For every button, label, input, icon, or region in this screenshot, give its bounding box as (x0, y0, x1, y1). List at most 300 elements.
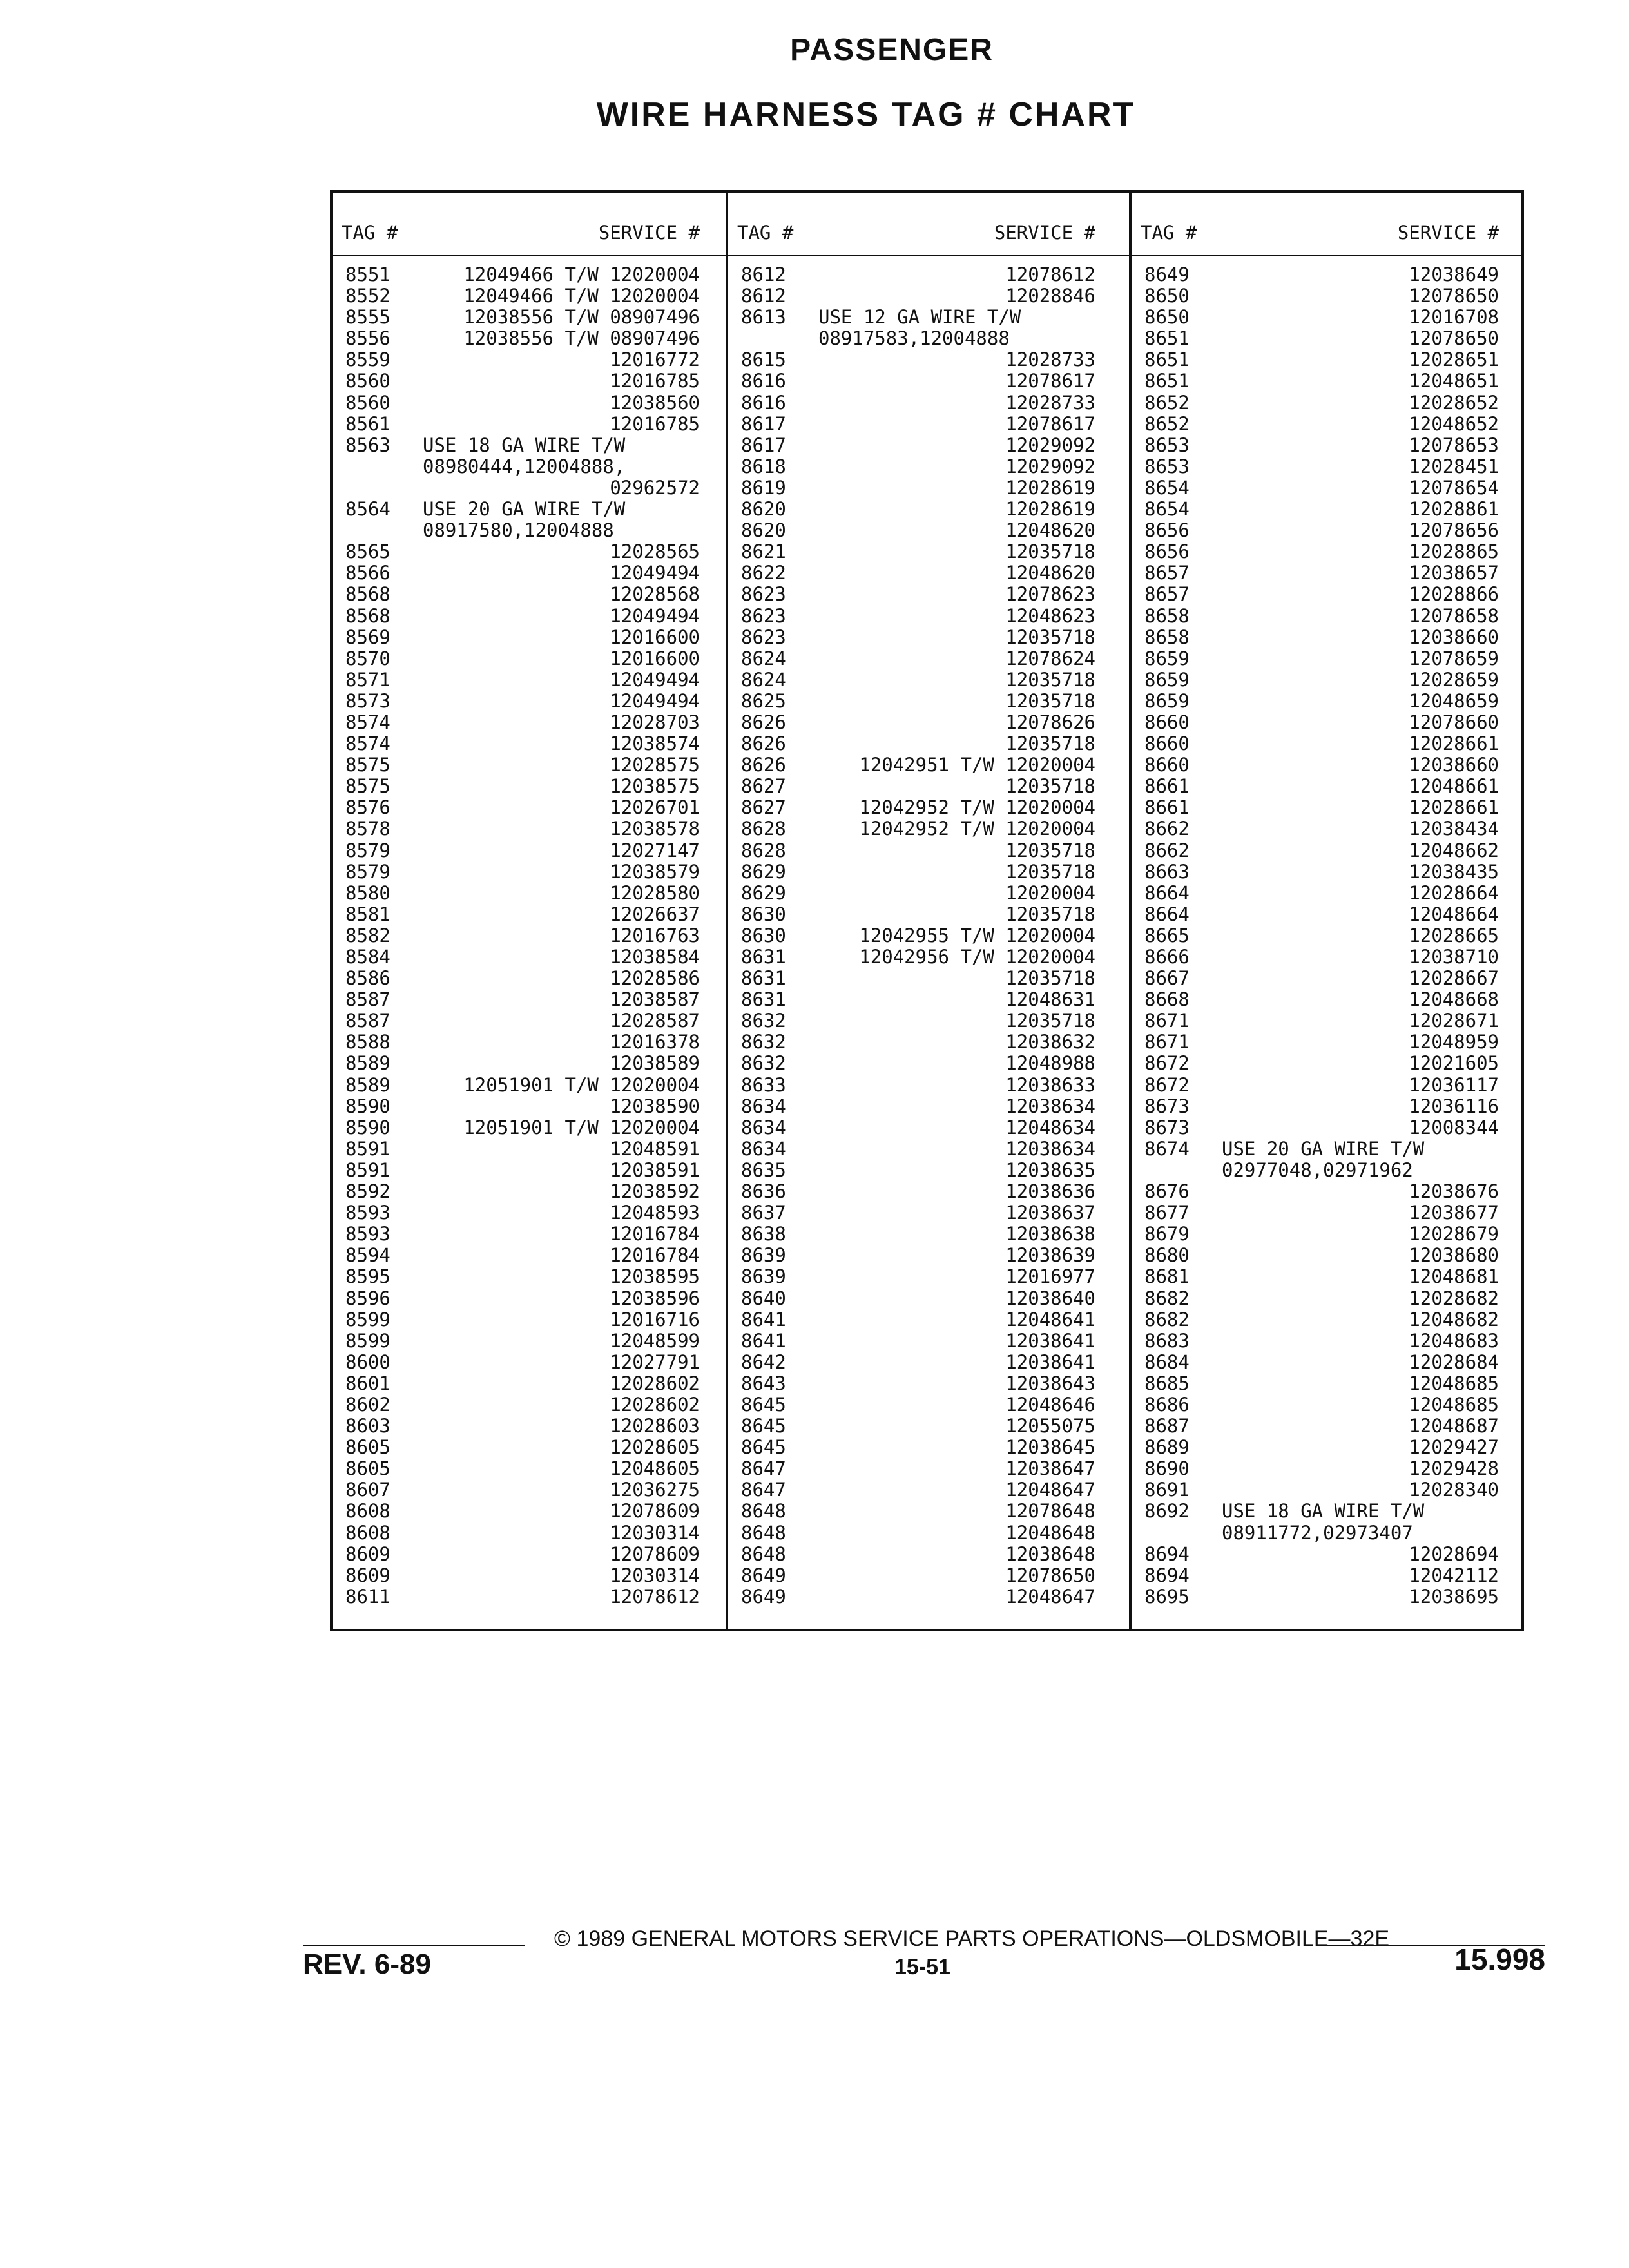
service-number: 12028866 (1409, 583, 1499, 606)
table-row (333, 797, 727, 818)
tag-number: 8690 (1144, 1457, 1190, 1480)
table-row (333, 1139, 727, 1160)
tag-number: 8649 (741, 1564, 786, 1586)
service-number: 12038676 (1409, 1180, 1499, 1203)
table-row (728, 1245, 1123, 1266)
tag-number: 8631 (741, 988, 786, 1011)
service-number: 12038584 (610, 946, 700, 968)
service-number: 12028664 (1409, 881, 1499, 904)
tag-number: 8662 (1144, 839, 1190, 861)
table-row (333, 648, 727, 669)
table-row (333, 1458, 727, 1479)
service-number: 12030314 (610, 1564, 700, 1586)
service-number: 12028665 (1409, 924, 1499, 947)
tag-number: 8582 (345, 924, 390, 947)
table-row (1132, 776, 1526, 797)
table-row (333, 989, 727, 1010)
table-row (1132, 499, 1526, 520)
table-row (728, 776, 1123, 797)
tag-number: 8552 (345, 285, 390, 307)
table-row (333, 1544, 727, 1565)
tag-number: 8651 (1144, 349, 1190, 371)
tag-number: 8599 (345, 1329, 390, 1352)
table-row (1132, 1245, 1526, 1266)
tag-number: 8656 (1144, 519, 1190, 542)
service-number: 12038710 (1409, 946, 1499, 968)
service-number: 12038638 (1005, 1223, 1095, 1245)
table-row (1132, 1373, 1526, 1394)
row-list (728, 264, 1123, 1608)
service-number: 12038435 (1409, 860, 1499, 883)
tag-number: 8601 (345, 1372, 390, 1394)
table-row (728, 1053, 1123, 1074)
table-row (728, 477, 1123, 499)
service-number: 12029428 (1409, 1457, 1499, 1480)
service-number: 12035718 (1005, 626, 1095, 648)
tag-number: 8671 (1144, 1031, 1190, 1053)
service-number: 12078626 (1005, 711, 1095, 733)
table-row (333, 691, 727, 712)
tag-number: 8671 (1144, 1010, 1190, 1032)
service-number: 12028679 (1409, 1223, 1499, 1245)
tag-number: 8686 (1144, 1393, 1190, 1416)
tag-number: 8586 (345, 967, 390, 990)
table-row (728, 733, 1123, 754)
table-row (333, 1523, 727, 1544)
tag-number: 8611 (345, 1585, 390, 1608)
table-row (728, 414, 1123, 435)
tag-number: 8682 (1144, 1308, 1190, 1331)
table-row (333, 669, 727, 691)
tag-number: 8630 (741, 903, 786, 925)
table-row (728, 968, 1123, 989)
service-number: 12048647 (1005, 1585, 1095, 1608)
table-row (728, 1586, 1123, 1608)
table-row (1132, 562, 1526, 584)
table-row (728, 1565, 1123, 1586)
service-number: 12078612 (1005, 264, 1095, 285)
footer-rule-left (303, 1945, 525, 1946)
tag-number: 8630 (741, 924, 786, 947)
tag-number: 8627 (741, 796, 786, 819)
table-row (333, 1352, 727, 1373)
service-number: 12038634 (1005, 1095, 1095, 1117)
service-number: 12049494 (610, 689, 700, 712)
tag-number: 8628 (741, 818, 786, 840)
tag-number: 8634 (741, 1116, 786, 1139)
table-row (728, 797, 1123, 818)
table-row (728, 627, 1123, 648)
service-number: 12028865 (1409, 541, 1499, 563)
table-row (728, 669, 1123, 691)
column-header (333, 222, 727, 247)
tag-number: 8626 (741, 711, 786, 733)
table-row (1132, 840, 1526, 861)
tag-number: 8691 (1144, 1479, 1190, 1501)
table-row (333, 1373, 727, 1394)
table-row (728, 883, 1123, 904)
table-row (728, 1139, 1123, 1160)
tag-number: 8608 (345, 1521, 390, 1544)
table-row (1132, 1181, 1526, 1202)
tag-number: 8602 (345, 1393, 390, 1416)
tag-number: 8575 (345, 775, 390, 798)
tag-number: 8592 (345, 1180, 390, 1203)
table-row (333, 1224, 727, 1245)
tag-number: 8603 (345, 1415, 390, 1437)
tag-number: 8561 (345, 412, 390, 435)
table-row (1132, 818, 1526, 840)
service-number: 12038575 (610, 775, 700, 798)
service-number: 12048620 (1005, 519, 1095, 542)
table-row (1132, 925, 1526, 947)
table-row (333, 818, 727, 840)
table-row (1132, 1266, 1526, 1287)
tag-number: 8613 (741, 306, 786, 329)
tag-number: 8676 (1144, 1180, 1190, 1203)
tag-number: 8667 (1144, 967, 1190, 990)
tag-number: 8687 (1144, 1415, 1190, 1437)
table-row (1132, 1117, 1526, 1139)
tag-number: 8581 (345, 903, 390, 925)
service-number: 12038695 (1409, 1585, 1499, 1608)
table-row (728, 520, 1123, 541)
service-number: 12078659 (1409, 647, 1499, 669)
table-row (333, 1501, 727, 1522)
tag-number: 8573 (345, 689, 390, 712)
tag-number: 8596 (345, 1287, 390, 1309)
tag-number: 8629 (741, 860, 786, 883)
service-number: 12028846 (1005, 285, 1095, 307)
table-row (728, 989, 1123, 1010)
tag-number: 8587 (345, 1010, 390, 1032)
tag-number: 8565 (345, 541, 390, 563)
tag-number: 8659 (1144, 668, 1190, 691)
service-number: 12035718 (1005, 541, 1095, 563)
service-number: 12028861 (1409, 498, 1499, 521)
service-number: 02977048,02971962 (1222, 1158, 1413, 1181)
tag-number: 8591 (345, 1137, 390, 1160)
service-number: 12038641 (1005, 1329, 1095, 1352)
service-number: 12035718 (1005, 689, 1095, 712)
service-number: 12028733 (1005, 349, 1095, 371)
tag-number: 8580 (345, 881, 390, 904)
table-row (333, 1202, 727, 1224)
table-row (728, 1352, 1123, 1373)
table-row (728, 285, 1123, 307)
table-row (1132, 883, 1526, 904)
table-row (1132, 1224, 1526, 1245)
table-row (1132, 392, 1526, 414)
service-number: 12016763 (610, 924, 700, 947)
table-row (728, 1160, 1123, 1181)
service-number: 12038632 (1005, 1031, 1095, 1053)
tag-number: 8659 (1144, 647, 1190, 669)
tag-number: 8694 (1144, 1542, 1190, 1565)
service-number: 12035718 (1005, 967, 1095, 990)
table-row (728, 1224, 1123, 1245)
table-row (728, 584, 1123, 605)
table-row (728, 1479, 1123, 1501)
service-number: 12038556 T/W 08907496 (463, 327, 700, 350)
tag-number: 8649 (741, 1585, 786, 1608)
tag-number: 8654 (1144, 498, 1190, 521)
service-number: 12038680 (1409, 1244, 1499, 1267)
table-row (728, 925, 1123, 947)
service-number: 12030314 (610, 1521, 700, 1544)
service-number: 12028659 (1409, 668, 1499, 691)
tag-number: 8627 (741, 775, 786, 798)
table-row (1132, 691, 1526, 712)
table-row (333, 264, 727, 285)
service-number: 12038647 (1005, 1457, 1095, 1480)
table-row (1132, 584, 1526, 605)
service-number: USE 12 GA WIRE T/W (818, 306, 1021, 329)
service-number: 12038660 (1409, 626, 1499, 648)
table-row (728, 370, 1123, 392)
table-row (333, 477, 727, 499)
tag-number: 8634 (741, 1137, 786, 1160)
table-row (333, 1416, 727, 1437)
service-number: 12035718 (1005, 733, 1095, 755)
service-number: 12038595 (610, 1265, 700, 1288)
service-number: 12048599 (610, 1329, 700, 1352)
section-number: 15.998 (1454, 1943, 1545, 1976)
service-number: 12078650 (1409, 327, 1499, 350)
tag-number: 8612 (741, 285, 786, 307)
table-row (728, 904, 1123, 925)
service-number: 12028575 (610, 754, 700, 776)
service-number: 12038587 (610, 988, 700, 1011)
service-number: 12038556 T/W 08907496 (463, 306, 700, 329)
service-number: 12028602 (610, 1372, 700, 1394)
tag-number: 8589 (345, 1073, 390, 1096)
service-number: 12038579 (610, 860, 700, 883)
tag-number: 8648 (741, 1542, 786, 1565)
service-number: 12038560 (610, 391, 700, 414)
table-row (728, 1416, 1123, 1437)
table-row (728, 1523, 1123, 1544)
service-number: 12028684 (1409, 1350, 1499, 1373)
service-number: 12049466 T/W 12020004 (463, 285, 700, 307)
service-number: 12035718 (1005, 1010, 1095, 1032)
tag-number: 8564 (345, 498, 390, 521)
service-number: 12038634 (1005, 1137, 1095, 1160)
tag-number: 8663 (1144, 860, 1190, 883)
service-number: 12028703 (610, 711, 700, 733)
tag-number: 8683 (1144, 1329, 1190, 1352)
table-row (333, 1586, 727, 1608)
service-number: 08980444,12004888, (423, 455, 626, 477)
service-number: 12048988 (1005, 1052, 1095, 1075)
tag-number: 8571 (345, 668, 390, 691)
service-number: 12048652 (1409, 412, 1499, 435)
tag-number: 8677 (1144, 1202, 1190, 1224)
tag-number: 8617 (741, 412, 786, 435)
tag-number: 8660 (1144, 733, 1190, 755)
table-row (1132, 541, 1526, 562)
tag-number: 8624 (741, 647, 786, 669)
table-row (1132, 648, 1526, 669)
service-number: 12038657 (1409, 562, 1499, 584)
tag-number: 8650 (1144, 285, 1190, 307)
revision-date: REV. 6-89 (303, 1948, 431, 1980)
tag-number: 8556 (345, 327, 390, 350)
tag-number: 8682 (1144, 1287, 1190, 1309)
tag-number: 8640 (741, 1287, 786, 1309)
tag-number: 8661 (1144, 775, 1190, 798)
chart-title: WIRE HARNESS TAG # CHART (596, 96, 1136, 133)
table-row (728, 499, 1123, 520)
service-number: 12038589 (610, 1052, 700, 1075)
tag-number: 8689 (1144, 1436, 1190, 1459)
table-row (1132, 1032, 1526, 1053)
table-row (728, 947, 1123, 968)
table-row (728, 1075, 1123, 1096)
table-row (1132, 861, 1526, 883)
table-row (1132, 1586, 1526, 1608)
table-row (333, 1331, 727, 1352)
table-row (728, 606, 1123, 627)
service-number: 12038591 (610, 1158, 700, 1181)
table-row (333, 947, 727, 968)
table-row (1132, 606, 1526, 627)
table-row (728, 456, 1123, 477)
service-number: 12048661 (1409, 775, 1499, 798)
service-number: 12038649 (1409, 264, 1499, 285)
table-row (333, 754, 727, 776)
service-number: 12048662 (1409, 839, 1499, 861)
tag-number: 8632 (741, 1052, 786, 1075)
tag-number: 8681 (1144, 1265, 1190, 1288)
service-number: 12042956 T/W 12020004 (859, 946, 1095, 968)
service-number: 12021605 (1409, 1052, 1499, 1075)
tag-number: 8684 (1144, 1350, 1190, 1373)
tag-number: 8673 (1144, 1095, 1190, 1117)
service-number: 12028451 (1409, 455, 1499, 477)
tag-number: 8647 (741, 1479, 786, 1501)
table-row (333, 883, 727, 904)
table-row (1132, 1565, 1526, 1586)
tag-number: 8658 (1144, 604, 1190, 627)
service-number: 12028619 (1005, 476, 1095, 499)
tag-number: 8636 (741, 1180, 786, 1203)
tag-number: 8648 (741, 1500, 786, 1523)
table-row (728, 1331, 1123, 1352)
service-number: USE 18 GA WIRE T/W (423, 434, 626, 456)
service-number: 12078617 (1005, 370, 1095, 392)
table-row (333, 712, 727, 733)
table-row (333, 1479, 727, 1501)
table-row (333, 456, 727, 477)
service-number: 12048647 (1005, 1479, 1095, 1501)
service-number: 12029092 (1005, 455, 1095, 477)
table-row (333, 925, 727, 947)
tag-number: 8615 (741, 349, 786, 371)
table-row (333, 370, 727, 392)
tag-number: 8694 (1144, 1564, 1190, 1586)
tag-number: 8651 (1144, 327, 1190, 350)
table-row (333, 1181, 727, 1202)
service-number: 12049494 (610, 604, 700, 627)
table-row (1132, 1139, 1526, 1160)
table-row (728, 1096, 1123, 1117)
table-row (333, 733, 727, 754)
table-row (333, 307, 727, 328)
tag-number: 8637 (741, 1202, 786, 1224)
tag-number: 8609 (345, 1542, 390, 1565)
table-row (333, 1245, 727, 1266)
table-row (728, 1288, 1123, 1309)
tag-number: 8632 (741, 1031, 786, 1053)
tag-number: 8620 (741, 519, 786, 542)
service-number: 12035718 (1005, 668, 1095, 691)
service-number: 12048605 (610, 1457, 700, 1480)
tag-number: 8645 (741, 1393, 786, 1416)
service-number: 12016378 (610, 1031, 700, 1053)
table-row (1132, 1331, 1526, 1352)
table-row (1132, 712, 1526, 733)
table-row (1132, 1202, 1526, 1224)
table-row (333, 776, 727, 797)
tag-number: 8626 (741, 733, 786, 755)
tag-number: 8599 (345, 1308, 390, 1331)
table-row (333, 1394, 727, 1416)
tag-number: 8569 (345, 626, 390, 648)
service-number: 12027791 (610, 1350, 700, 1373)
tag-number: 8609 (345, 1564, 390, 1586)
table-row (728, 328, 1123, 349)
service-number: 12016785 (610, 412, 700, 435)
service-number: 12078612 (610, 1585, 700, 1608)
service-number: 12078648 (1005, 1500, 1095, 1523)
tag-number: 8668 (1144, 988, 1190, 1011)
tag-number: 8664 (1144, 903, 1190, 925)
service-number: 12016784 (610, 1244, 700, 1267)
table-row (728, 1544, 1123, 1565)
tag-number: 8560 (345, 391, 390, 414)
tag-number: 8616 (741, 370, 786, 392)
service-number: 12028340 (1409, 1479, 1499, 1501)
tag-number: 8624 (741, 668, 786, 691)
row-list (333, 264, 727, 1608)
table-row (1132, 1309, 1526, 1331)
service-number: 12028565 (610, 541, 700, 563)
table-row (728, 264, 1123, 285)
tag-number: 8618 (741, 455, 786, 477)
table-row (1132, 904, 1526, 925)
service-number: 12078650 (1005, 1564, 1095, 1586)
service-number: 12049494 (610, 562, 700, 584)
service-number: 12028733 (1005, 391, 1095, 414)
table-row (1132, 1416, 1526, 1437)
table-row (728, 1373, 1123, 1394)
service-number: 12038660 (1409, 754, 1499, 776)
table-row (1132, 1437, 1526, 1458)
table-row (728, 349, 1123, 370)
service-number: 12042955 T/W 12020004 (859, 924, 1095, 947)
tag-number: 8628 (741, 839, 786, 861)
tag-number: 8685 (1144, 1372, 1190, 1394)
tag-number: 8665 (1144, 924, 1190, 947)
table-row (333, 1075, 727, 1096)
service-number: 08917583,12004888 (818, 327, 1010, 350)
table-row (333, 1437, 727, 1458)
page-title: PASSENGER (790, 33, 994, 67)
service-number: 12038574 (610, 733, 700, 755)
tag-number: 8629 (741, 881, 786, 904)
service-number: 12048685 (1409, 1372, 1499, 1394)
